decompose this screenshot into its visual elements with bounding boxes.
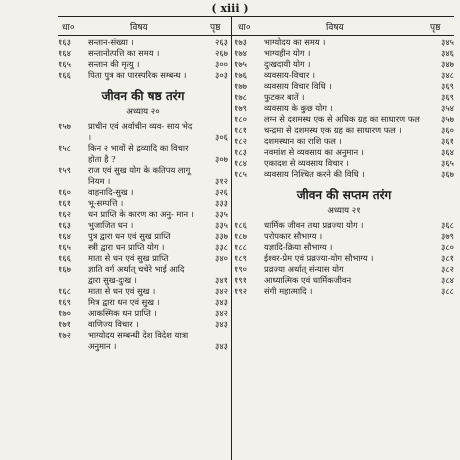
index-entry <box>58 286 228 297</box>
table-header <box>58 17 454 36</box>
entry-page: ३०७ <box>215 154 228 164</box>
entry-number: १७२ <box>58 330 71 340</box>
index-entry <box>234 125 454 136</box>
entry-page: ३८० <box>441 242 454 252</box>
entry-page: ३४२ <box>215 308 228 318</box>
entry-topic: ईश्वर-प्रेम एवं प्रव्रज्या-योग सौभाग्य । <box>264 253 374 263</box>
entry-page: ३१२ <box>215 176 228 186</box>
entry-number: १८९ <box>234 253 247 263</box>
entry-page: ३४६ <box>441 48 454 58</box>
left-section-title: अध्याय २० <box>126 107 160 117</box>
entry-number: १६० <box>58 187 71 197</box>
index-entry <box>58 48 228 59</box>
index-entry <box>234 81 454 92</box>
entry-number: १६२ <box>58 209 71 219</box>
index-entry <box>234 158 454 169</box>
entry-number: १६७ <box>58 264 71 274</box>
page-number: ( xiii ) <box>211 2 249 15</box>
entry-number: १७५ <box>234 59 247 69</box>
entry-page: ३८१ <box>441 253 454 263</box>
entry-page: ३५४ <box>441 103 454 113</box>
right-column <box>234 37 454 297</box>
index-entry <box>58 121 228 143</box>
entry-number: १७८ <box>234 92 247 102</box>
index-entry <box>234 242 454 253</box>
entry-number: १७३ <box>234 37 247 47</box>
entry-topic: भुजाजित धन । <box>88 220 134 230</box>
index-entry <box>58 220 228 231</box>
entry-topic: दुःखदायी योग । <box>264 59 311 69</box>
entry-page: ३३३ <box>215 198 228 208</box>
entry-page: ३६७ <box>441 169 454 179</box>
entry-topic: फुटकर बातें । <box>264 92 305 102</box>
index-entry <box>234 220 454 231</box>
entry-topic: किन २ भावों से द्रव्यादि का विचार होता है ? <box>88 143 189 164</box>
index-entry <box>234 48 454 59</box>
right-chapter-title: जीवन की सप्तम तरंग <box>296 188 392 202</box>
entry-page: ३६५ <box>441 158 454 168</box>
entry-page: ३३७ <box>215 231 228 241</box>
index-entry <box>234 92 454 103</box>
entry-page: ३४५ <box>441 37 454 47</box>
index-entry <box>58 330 228 352</box>
index-entry <box>58 70 228 81</box>
entry-page: ३६० <box>441 125 454 135</box>
entry-topic: दशमस्थान का राशि फल । <box>264 136 342 146</box>
entry-topic: एकादश से व्यवसाय विचार । <box>264 158 349 168</box>
entry-page: २६७ <box>215 48 228 58</box>
index-entry <box>58 143 228 165</box>
right-section-title: अध्याय २१ <box>327 206 361 216</box>
entry-number: १७१ <box>58 319 71 329</box>
entry-number: १५७ <box>58 121 71 131</box>
entry-topic: लग्न से दशमस्थ एक से अधिक ग्रह का साधारण फल <box>264 114 420 124</box>
entry-topic: वाणिज्य विचार । <box>88 319 139 329</box>
index-entry <box>58 37 228 48</box>
index-entry <box>234 231 454 242</box>
index-entry <box>234 264 454 275</box>
entry-topic: धार्मिक जीवन तथा प्रव्रज्या योग । <box>264 220 364 230</box>
entry-page: ३८४ <box>441 275 454 285</box>
entry-topic: मित्र द्वारा धन एवं सुख । <box>88 297 160 307</box>
entry-number: १८७ <box>234 231 247 241</box>
index-entry <box>58 297 228 308</box>
entry-topic: भू-सम्पत्ति । <box>88 198 124 208</box>
entry-page: ३४३ <box>215 319 228 329</box>
index-entry <box>234 253 454 264</box>
entry-number: १८१ <box>234 125 247 135</box>
right-entry-list <box>234 220 454 297</box>
entry-number: १८५ <box>234 169 247 179</box>
entry-number: १८८ <box>234 242 247 252</box>
entry-topic: चन्द्रमा से दशमस्थ एक ग्रह का साधारण फल । <box>264 125 402 135</box>
entry-page: ३४७ <box>441 59 454 69</box>
entry-page: ३४८ <box>441 70 454 80</box>
entry-page: ३६८ <box>441 220 454 230</box>
entry-topic: सन्तानोत्पत्ति का समय । <box>88 48 160 58</box>
entry-topic: व्यवसाय निश्चित करने की विधि । <box>264 169 365 179</box>
entry-number: १६३ <box>58 220 71 230</box>
entry-topic: स्त्री द्वारा धन प्राप्ति योग । <box>88 242 165 252</box>
entry-page: ३४३ <box>215 341 228 351</box>
index-entry <box>58 209 228 220</box>
entry-number: १७७ <box>234 81 247 91</box>
entry-topic: संगी महात्मादि । <box>264 286 313 296</box>
left-entry-list <box>58 121 228 352</box>
index-entry <box>58 59 228 70</box>
entry-number: १८६ <box>234 220 247 230</box>
entry-topic: माता से धन एवं सुख । <box>88 286 156 296</box>
entry-topic: ज्ञाति वर्ग अर्थात् चचेरे भाई आदि द्वारा सुख-दुःख । <box>88 264 185 285</box>
entry-page: ३६४ <box>441 147 454 157</box>
left-top-list <box>58 37 228 81</box>
entry-number: १७० <box>58 308 71 318</box>
entry-page: ३०३ <box>215 70 228 80</box>
entry-topic: वाहनादि-सुख । <box>88 187 134 197</box>
index-entry <box>58 253 228 264</box>
entry-topic: व्यवसाय-विचार । <box>264 70 315 80</box>
entry-topic: सन्तान-संख्या । <box>88 37 134 47</box>
entry-number: १७४ <box>234 48 247 58</box>
entry-topic: आकस्मिक धन प्राप्ति । <box>88 308 157 318</box>
entry-topic: भाग्योदय सम्बन्धी देश विदेश यात्रा अनुमान । <box>88 330 189 351</box>
index-entry <box>58 242 228 253</box>
entry-topic: व्यवसाय विचार विधि । <box>264 81 332 91</box>
entry-number: १६५ <box>58 59 71 69</box>
header-number-right: धा० <box>238 23 251 33</box>
entry-number: १९० <box>234 264 247 274</box>
entry-page: ३६१ <box>441 136 454 146</box>
entry-topic: भाग्यहीन योग । <box>264 48 311 58</box>
index-entry <box>58 231 228 242</box>
entry-topic: यज्ञादि-क्रिया सौभाग्य । <box>264 242 333 252</box>
entry-topic: नवमांश से व्यवसाय का अनुमान । <box>264 147 364 157</box>
entry-page: ३२६ <box>215 187 228 197</box>
entry-topic: पिता पुत्र का पारस्परिक सम्बन्ध । <box>88 70 187 80</box>
entry-number: १६४ <box>58 48 71 58</box>
entry-topic: प्रव्रज्या अर्थात् संन्यास योग <box>264 264 344 274</box>
column-divider <box>231 16 232 460</box>
right-top-list <box>234 37 454 180</box>
entry-number: १६४ <box>58 231 71 241</box>
entry-number: १८३ <box>234 147 247 157</box>
entry-topic: व्यवसाय के कुछ योग । <box>264 103 333 113</box>
left-chapter-title: जीवन की षष्ठ तरंग <box>101 89 185 103</box>
entry-page: ३३५ <box>215 209 228 219</box>
entry-number: १५९ <box>58 165 71 175</box>
index-entry <box>58 319 228 330</box>
entry-page: ३४१ <box>215 275 228 285</box>
left-column <box>58 37 228 352</box>
entry-topic: राज एवं सुख योग के कतिपय लागू नियम । <box>88 165 191 186</box>
entry-topic: परोपकार सौभाग्य । <box>264 231 323 241</box>
entry-page: ३३८ <box>215 242 228 252</box>
index-entry <box>234 70 454 81</box>
index-entry <box>234 114 454 125</box>
entry-topic: आध्यात्मिक एवं धार्मिकजीवन <box>264 275 352 285</box>
entry-page: ३०६ <box>215 132 228 142</box>
entry-number: १८० <box>234 114 247 124</box>
entry-number: १६१ <box>58 198 71 208</box>
entry-number: १६६ <box>58 253 71 263</box>
entry-number: १५८ <box>58 143 71 153</box>
index-entry <box>234 103 454 114</box>
index-entry <box>58 187 228 198</box>
index-entry <box>58 264 228 286</box>
entry-page: २६३ <box>215 37 228 47</box>
entry-number: १८४ <box>234 158 247 168</box>
entry-number: १९२ <box>234 286 247 296</box>
entry-topic: भाग्योदय का समय । <box>264 37 326 47</box>
entry-number: १७६ <box>234 70 247 80</box>
index-entry <box>234 169 454 180</box>
entry-page: ३६९ <box>441 92 454 102</box>
entry-page: ३०० <box>215 59 228 69</box>
entry-topic: पुत्र द्वारा धन एवं सुख प्राप्ति <box>88 231 171 241</box>
entry-page: ३४० <box>215 253 228 263</box>
entry-page: ३८८ <box>441 286 454 296</box>
entry-number: १६८ <box>58 286 71 296</box>
header-topic-right: विषय <box>326 23 344 33</box>
index-entry <box>58 198 228 209</box>
index-entry <box>234 136 454 147</box>
header-topic-left: विषय <box>130 23 148 33</box>
entry-number: १६५ <box>58 242 71 252</box>
entry-page: ३८२ <box>441 264 454 274</box>
entry-page: ३४२ <box>215 286 228 296</box>
index-entry <box>58 165 228 187</box>
entry-page: ३३५ <box>215 220 228 230</box>
entry-number: १६९ <box>58 297 71 307</box>
entry-topic: सन्तान की मृत्यु । <box>88 59 140 69</box>
entry-number: १६३ <box>58 37 71 47</box>
entry-number: १७९ <box>234 103 247 113</box>
index-entry <box>58 308 228 319</box>
index-entry <box>234 59 454 70</box>
index-entry <box>234 286 454 297</box>
entry-topic: प्राचीन एवं अर्वाचीन व्यव- साय भेद । <box>88 121 193 142</box>
entry-page: ३५७ <box>441 114 454 124</box>
header-number-left: धा० <box>62 23 75 33</box>
entry-number: १८२ <box>234 136 247 146</box>
header-page-right: पृष्ठ <box>430 23 441 33</box>
header-page-left: पृष्ठ <box>210 23 221 33</box>
entry-number: १९१ <box>234 275 247 285</box>
entry-number: १६६ <box>58 70 71 80</box>
index-entry <box>234 37 454 48</box>
index-entry <box>234 275 454 286</box>
entry-page: ३७९ <box>441 231 454 241</box>
index-entry <box>234 147 454 158</box>
entry-page: ३४३ <box>215 297 228 307</box>
entry-topic: धन प्राप्ति के कारण का अनु- मान । <box>88 209 194 219</box>
entry-page: ३६९ <box>441 81 454 91</box>
entry-topic: माता से धन एवं सुख प्राप्ति <box>88 253 169 263</box>
